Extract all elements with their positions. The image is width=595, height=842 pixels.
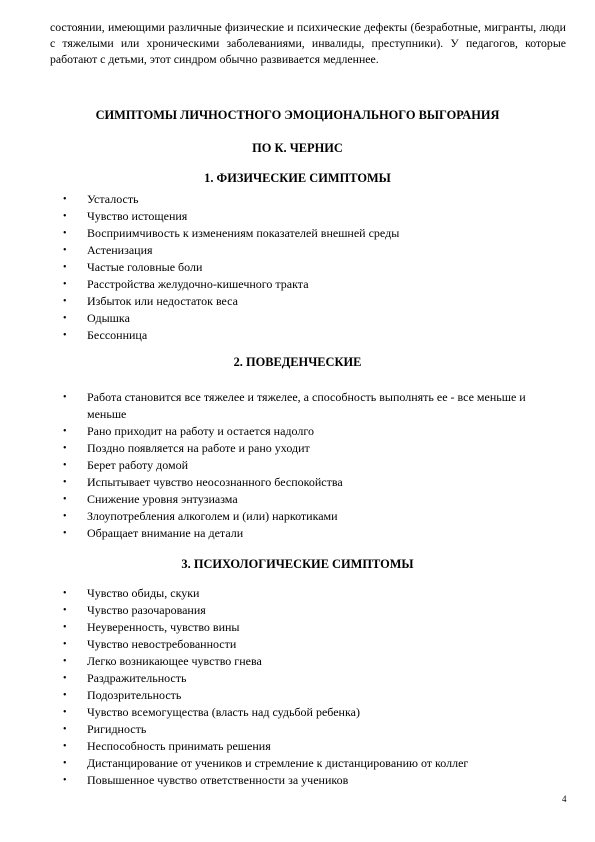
list-item-text: Ригидность <box>87 722 147 736</box>
section-heading-psychological: 3. ПСИХОЛОГИЧЕСКИЕ СИМПТОМЫ <box>181 557 414 571</box>
list-item-text: Чувство невостребованности <box>87 637 237 651</box>
list-item-text: Неуверенность, чувство вины <box>87 620 240 634</box>
section-heading-behavioral: 2. ПОВЕДЕНЧЕСКИЕ <box>233 355 362 369</box>
list-item <box>0 772 547 789</box>
bullet-icon: • <box>63 639 67 650</box>
list-item-text: Одышка <box>87 311 130 325</box>
list-item <box>0 525 547 542</box>
bullet-icon: • <box>63 656 67 667</box>
list-item-text: Избыток или недостаток веса <box>87 294 238 308</box>
list-item-text: Берет работу домой <box>87 458 189 472</box>
list-item-text: Восприимчивость к изменениям показателей внешней среды <box>87 226 400 240</box>
list-item <box>0 636 547 653</box>
list-item-text: Астенизация <box>87 243 153 257</box>
list-item-text: Обращает внимание на детали <box>87 526 244 540</box>
list-item <box>0 721 547 738</box>
bullet-icon: • <box>63 245 67 256</box>
list-item-text: Легко возникающее чувство гнева <box>87 654 262 668</box>
list-item <box>0 653 547 670</box>
list-item <box>0 585 547 602</box>
list-item <box>0 293 547 310</box>
list-item <box>0 225 547 242</box>
bullet-icon: • <box>63 460 67 471</box>
bullet-icon: • <box>63 758 67 769</box>
list-item-text: Дистанцирование от учеников и стремление к дистанцированию от коллег <box>87 756 469 770</box>
bullet-icon: • <box>63 279 67 290</box>
bullet-icon: • <box>63 211 67 222</box>
list-item <box>0 474 547 491</box>
intro-paragraph: состоянии, имеющими различные физические и психические дефекты (безработные, мигранты, люди с тяжелыми или хроническими заболеваниями, инвалиды, преступники). У педагогов, которые работают с детьми, этот синдром обычно развивается медленнее. <box>50 19 566 67</box>
bullet-icon: • <box>63 622 67 633</box>
bullet-icon: • <box>63 707 67 718</box>
list-item-text: Частые головные боли <box>87 260 203 274</box>
list-item-text: Повышенное чувство ответственности за учеников <box>87 773 349 787</box>
list-item <box>0 602 547 619</box>
list-item-text: Чувство всемогущества (власть над судьбой ребенка) <box>87 705 360 719</box>
list-item <box>0 619 547 636</box>
list-item-text: Испытывает чувство неосознанного беспокойства <box>87 475 343 489</box>
list-item-text: Расстройства желудочно-кишечного тракта <box>87 277 309 291</box>
list-item-text: Поздно появляется на работе и рано уходит <box>87 441 310 455</box>
list-item-text: Злоупотребления алкоголем и (или) наркотиками <box>87 509 338 523</box>
list-item <box>0 687 547 704</box>
list-item <box>0 389 547 423</box>
physical-symptoms-list <box>0 191 547 344</box>
bullet-icon: • <box>63 741 67 752</box>
bullet-icon: • <box>63 313 67 324</box>
document-title: СИМПТОМЫ ЛИЧНОСТНОГО ЭМОЦИОНАЛЬНОГО ВЫГОРАНИЯ <box>95 108 500 122</box>
section-heading-physical: 1. ФИЗИЧЕСКИЕ СИМПТОМЫ <box>204 171 391 185</box>
bullet-icon: • <box>63 775 67 786</box>
list-item <box>0 755 547 772</box>
list-item <box>0 491 547 508</box>
bullet-icon: • <box>63 511 67 522</box>
list-item <box>0 738 547 755</box>
list-item <box>0 327 547 344</box>
list-item <box>0 191 547 208</box>
bullet-icon: • <box>63 426 67 437</box>
list-item <box>0 310 547 327</box>
list-item-text: Неспособность принимать решения <box>87 739 271 753</box>
bullet-icon: • <box>63 605 67 616</box>
bullet-icon: • <box>63 724 67 735</box>
list-item <box>0 508 547 525</box>
list-item <box>0 423 547 440</box>
behavioral-symptoms-list <box>0 389 547 542</box>
list-item-text: Рано приходит на работу и остается надолго <box>87 424 314 438</box>
bullet-icon: • <box>63 228 67 239</box>
list-item-text: Бессонница <box>87 328 148 342</box>
bullet-icon: • <box>63 477 67 488</box>
bullet-icon: • <box>63 194 67 205</box>
list-item-text: Подозрительность <box>87 688 182 702</box>
bullet-icon: • <box>63 443 67 454</box>
list-item <box>0 457 547 474</box>
bullet-icon: • <box>63 296 67 307</box>
list-item <box>0 259 547 276</box>
bullet-icon: • <box>63 262 67 273</box>
list-item <box>0 670 547 687</box>
page-number: 4 <box>562 794 567 804</box>
list-item-text: Снижение уровня энтузиазма <box>87 492 238 506</box>
list-item <box>0 440 547 457</box>
psychological-symptoms-list <box>0 585 547 789</box>
list-item-text: Чувство обиды, скуки <box>87 586 200 600</box>
bullet-icon: • <box>63 494 67 505</box>
list-item-text: Работа становится все тяжелее и тяжелее, а способность выполнять ее - все меньше и меньше <box>87 390 526 421</box>
bullet-icon: • <box>63 588 67 599</box>
list-item <box>0 242 547 259</box>
bullet-icon: • <box>63 673 67 684</box>
bullet-icon: • <box>63 392 67 403</box>
list-item-text: Чувство разочарования <box>87 603 206 617</box>
list-item <box>0 704 547 721</box>
bullet-icon: • <box>63 690 67 701</box>
list-item <box>0 276 547 293</box>
list-item <box>0 208 547 225</box>
list-item-text: Усталость <box>87 192 139 206</box>
list-item-text: Раздражительность <box>87 671 187 685</box>
document-subtitle: ПО К. ЧЕРНИС <box>252 141 343 155</box>
list-item-text: Чувство истощения <box>87 209 188 223</box>
bullet-icon: • <box>63 330 67 341</box>
bullet-icon: • <box>63 528 67 539</box>
